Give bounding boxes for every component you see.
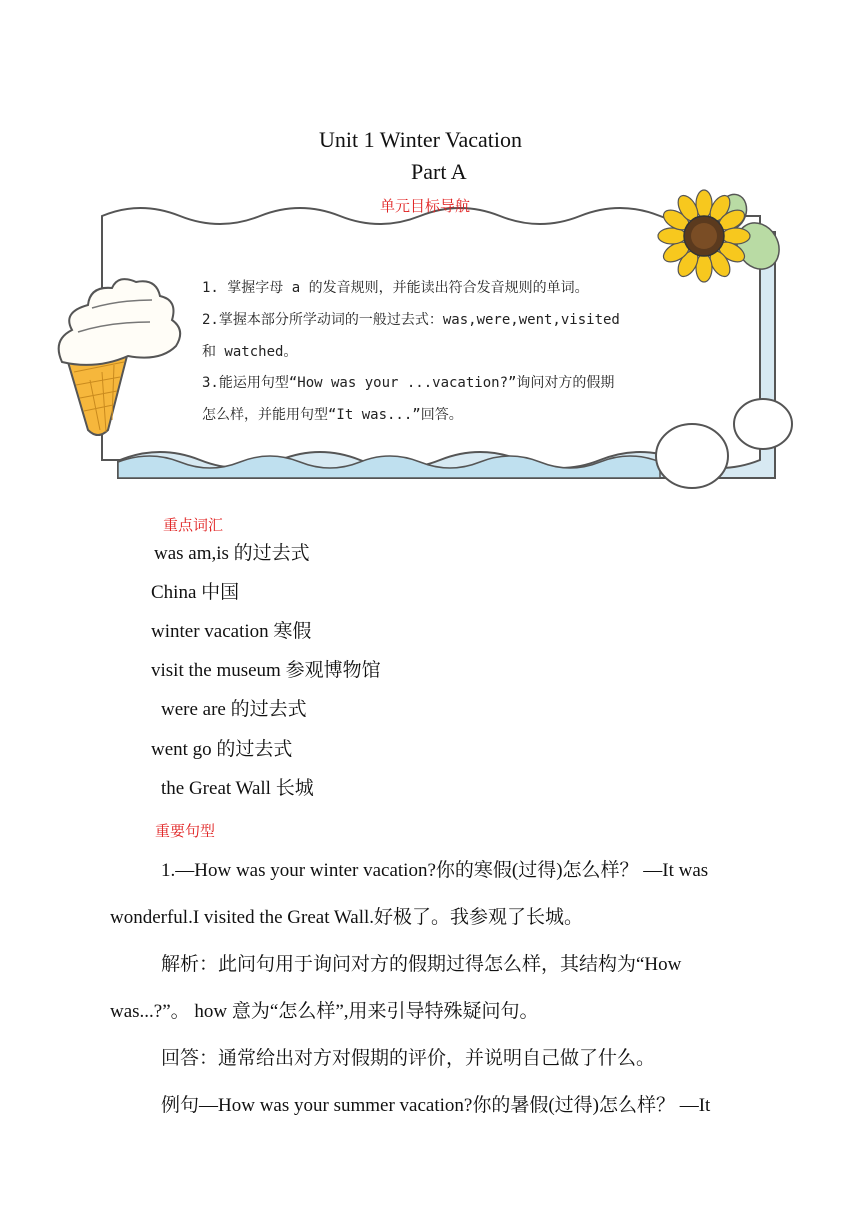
sentence-line: 例句—How was your summer vacation?你的暑假(过得)怎么样？ —It <box>161 1095 711 1116</box>
bubble-large <box>656 424 728 488</box>
vocab-item: visit the museum 参观博物馆 <box>151 660 381 681</box>
vocab-item: was am,is 的过去式 <box>154 543 310 564</box>
vocab-item: went go 的过去式 <box>151 739 293 760</box>
goal-line: 2.掌握本部分所学动词的一般过去式：was,were,went,visited <box>202 312 620 328</box>
vocab-item: winter vacation 寒假 <box>151 621 312 642</box>
page-subtitle: Part A <box>411 159 467 184</box>
page-title: Unit 1 Winter Vacation <box>319 127 522 152</box>
vocab-item: the Great Wall 长城 <box>161 778 314 799</box>
sentence-line: wonderful.I visited the Great Wall.好极了。我参观了长城。 <box>110 907 584 928</box>
bubble-small <box>734 399 792 449</box>
vocab-heading: 重点词汇 <box>163 516 224 534</box>
frame-main <box>102 208 760 468</box>
sentence-line: 回答：通常给出对方对假期的评价，并说明自己做了什么。 <box>161 1048 656 1069</box>
goals-heading: 单元目标导航 <box>380 197 471 215</box>
vocab-item: were are 的过去式 <box>161 699 307 720</box>
goal-line: 1. 掌握字母 a 的发音规则，并能读出符合发音规则的单词。 <box>202 280 589 296</box>
sentence-heading: 重要句型 <box>155 822 216 840</box>
goals-frame <box>0 0 860 520</box>
sentence-line: was...?”。 how 意为“怎么样”,用来引导特殊疑问句。 <box>110 1001 539 1022</box>
vocab-item: China 中国 <box>151 582 240 603</box>
sentence-line: 解析：此问句用于询问对方的假期过得怎么样，其结构为“How <box>161 954 682 975</box>
goal-line: 和 watched。 <box>202 344 298 360</box>
goal-line: 怎么样，并能用句型“It was...”回答。 <box>202 407 463 423</box>
goal-line: 3.能运用句型“How was your ...vacation?”询问对方的假期 <box>202 375 615 391</box>
sentence-line: 1.—How was your winter vacation?你的寒假(过得)怎么样？ —It was <box>161 860 709 881</box>
